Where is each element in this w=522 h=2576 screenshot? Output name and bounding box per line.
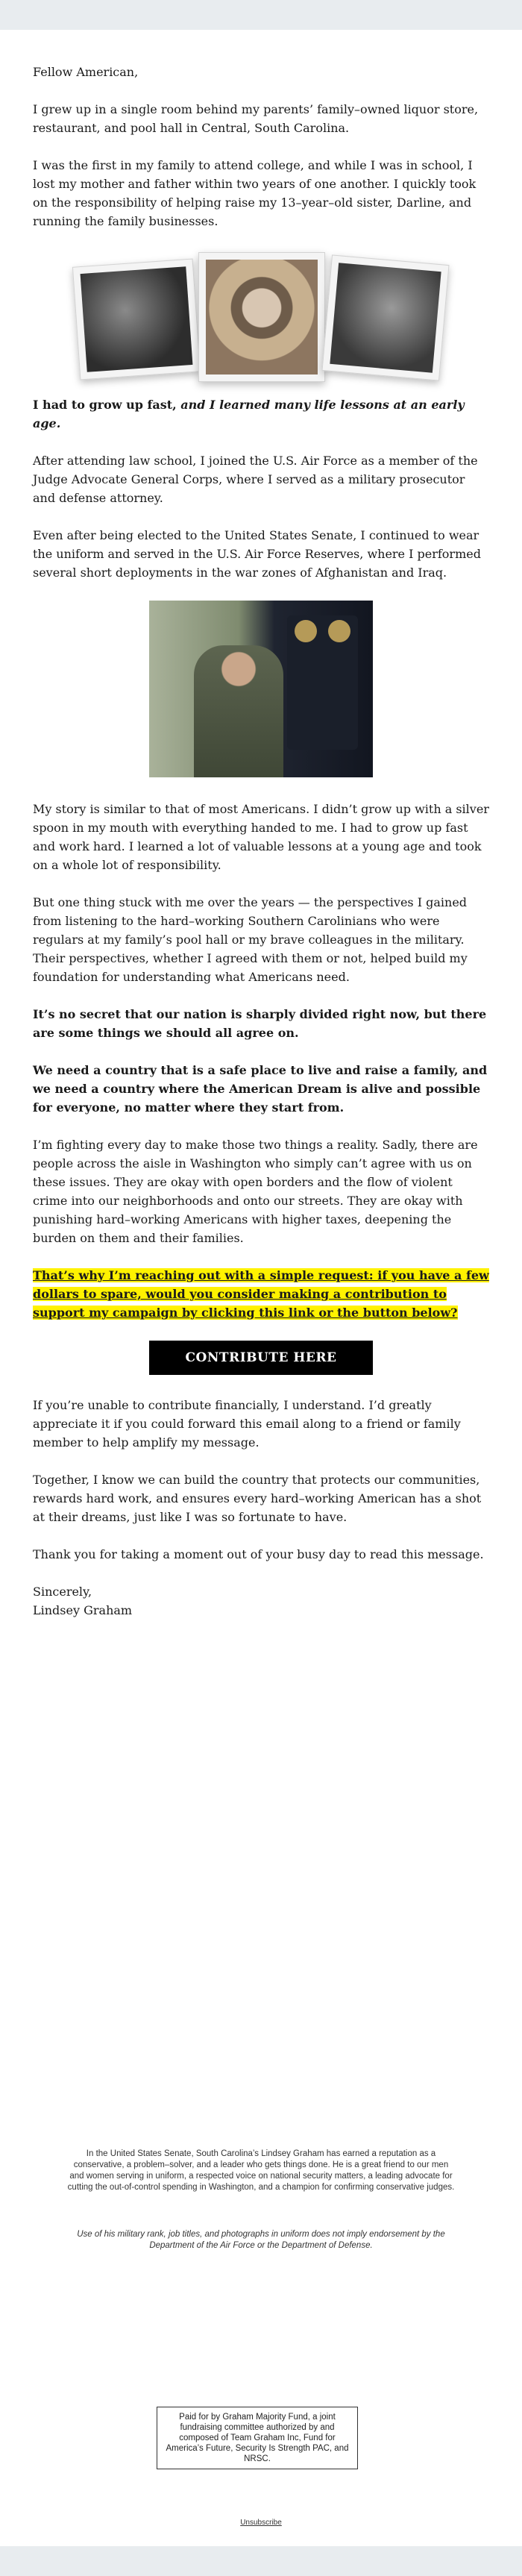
cta-container [33,1341,489,1375]
paragraph-perspectives: But one thing stuck with me over the years — the perspectives I gained from listening to the hard–working Southern Carolinians who were regulars at my family’s pool hall or my brave colleagues in the military. Their perspectives, whether I agreed with them or not, helped build my foundation for understanding what Americans need. [33,895,468,984]
signature: Lindsey Graham [33,1603,133,1617]
paragraph-story: My story is similar to that of most Americans. I didn’t grow up with a silver spoon in my mouth with everything handed to me. I had to grow up fast and work hard. I learned a lot of valuable lessons at a young age and took on a whole lot of responsibility. [33,802,489,872]
childhood-portrait-photo [198,252,325,382]
contribute-button[interactable]: CONTRIBUTE HERE [149,1341,373,1375]
soldier-figure [194,645,283,777]
family-photo-right [322,254,450,380]
top-margin-bar [0,0,522,30]
contribution-link[interactable]: That’s why I’m reaching out with a simple request: if you have a few dollars to spare, would you consider making a contribution to support my campaign by clicking this link or the button below? [33,1268,489,1320]
life-lessons-italic: and I learned many life lessons at an early age. [33,398,465,430]
memorial-plaque [287,615,358,750]
signoff: Sincerely, [33,1585,92,1599]
paragraph-fighting: I’m fighting every day to make those two things a reality. Sadly, there are people across the aisle in Washington who simply can’t agree with us on these issues. They are okay with open borders and the flow of violent crime into our neighborhoods and onto our streets. They are okay with punishing hard–working Americans with higher taxes, deepening the burden on them and their families. [33,1138,478,1245]
paid-for-box: Paid for by Graham Majority Fund, a joint fundraising committee authorized by and composed of Team Graham Inc, Fund for America’s Future, Security Is Strength PAC, and NRSC. [157,2407,358,2469]
paragraph-together: Together, I know we can build the country that protects our communities, rewards hard work, and ensures every hard–working American has a shot at their dreams, just like I was so fortunate to have. [33,1473,482,1524]
paragraph-college: I was the first in my family to attend college, and while I was in school, I lost my mother and father within two years of one another. I quickly took on the responsibility of helping raise my 13–year–old sister, Darline, and running the family businesses. [33,158,477,228]
paragraph-safe-country: We need a country that is a safe place to live and raise a family, and we need a country where the American Dream is alive and possible for everyone, no matter where they start from. [33,1063,488,1115]
paragraph-air-force: After attending law school, I joined the U.S. Air Force as a member of the Judge Advocate General Corps, where I served as a military prosecutor and defense attorney. [33,454,478,505]
paragraph-ask [33,1266,489,1322]
family-photo-collage [33,249,489,375]
paragraph-divided-nation: It’s no secret that our nation is sharply divided right now, but there are some things we should all agree on. [33,1007,487,1040]
paragraph-forward: If you’re unable to contribute financially, I understand. I’d greatly appreciate it if you could forward this email along to a friend or family member to help amplify my message. [33,1398,461,1450]
footer-disclaimer: Use of his military rank, job titles, and photographs in uniform does not imply endorsement by the Department of the Air Force or the Department of Defense. [77,2230,445,2250]
grow-up-fast-bold: I had to grow up fast, [33,398,177,412]
seal-left [295,620,317,642]
footer-bio: In the United States Senate, South Carolina’s Lindsey Graham has earned a reputation as a conservative, a problem–solver, and a leader who gets things done. He is a great friend to our men and women serving in uniform, a respected voice on national security matters, a leading advocate for cutting the out-of-control spending in Washington, and a champion for confirming conservative judges. [67,2149,455,2192]
email-footer [0,2149,522,2251]
seal-right [328,620,350,642]
paragraph-reserves: Even after being elected to the United States Senate, I continued to wear the uniform and served in the U.S. Air Force Reserves, where I performed several short deployments in the war zones of Afghanistan and Iraq. [33,528,481,580]
family-photo-left [72,259,201,380]
paragraph-grow-up-fast [33,395,489,433]
paragraph-childhood: I grew up in a single room behind my parents’ family–owned liquor store, restaurant, and pool hall in Central, South Carolina. [33,102,479,135]
military-uniform-photo [149,601,373,777]
greeting: Fellow American, [33,65,139,79]
paragraph-thanks: Thank you for taking a moment out of your busy day to read this message. [33,1547,484,1561]
unsubscribe-link[interactable]: Unsubscribe [240,2519,282,2527]
email-body [0,30,522,1620]
bottom-margin-bar [0,2546,522,2576]
